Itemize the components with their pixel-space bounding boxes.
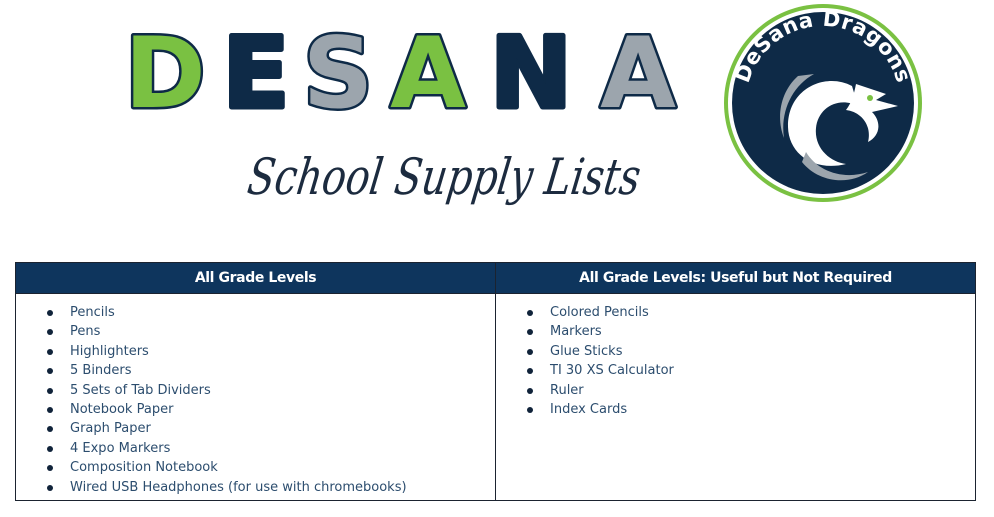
required-supplies-cell: [16, 294, 496, 501]
optional-supplies-cell: [496, 294, 976, 501]
school-supply-lists-script: [232, 122, 751, 232]
bullet-icon: [527, 407, 533, 413]
column-header-optional: All Grade Levels: Useful but Not Required: [496, 263, 976, 294]
page-header: [0, 0, 994, 250]
bullet-icon: [47, 368, 53, 374]
column-header-required: All Grade Levels: [16, 263, 496, 294]
list-item-label: Ruler: [550, 382, 584, 398]
list-item: [496, 381, 975, 400]
list-item: [16, 342, 495, 361]
bullet-icon: [47, 465, 53, 471]
bullet-icon: [47, 329, 53, 335]
bullet-icon: [527, 368, 533, 374]
bullet-icon: [527, 388, 533, 394]
desana-dragons-logo: [722, 2, 924, 204]
desana-wordmark: [124, 14, 688, 131]
list-item: [16, 361, 495, 380]
bullet-icon: [47, 446, 53, 452]
list-item: [16, 322, 495, 341]
list-item-label: Pencils: [70, 305, 115, 320]
list-item-label: TI 30 XS Calculator: [550, 363, 674, 379]
optional-supplies-list: [496, 294, 975, 419]
wordmark-letter: D: [124, 17, 206, 131]
list-item-label: 5 Binders: [70, 363, 132, 379]
list-item-label: 5 Sets of Tab Dividers: [70, 382, 211, 398]
supply-table-header-row: [16, 263, 976, 294]
list-item: [496, 361, 975, 380]
list-item-label: Highlighters: [70, 343, 149, 359]
bullet-icon: [47, 310, 53, 316]
list-item: [16, 458, 495, 477]
bullet-icon: [527, 310, 533, 316]
list-item-label: Graph Paper: [70, 421, 151, 437]
bullet-icon: [47, 426, 53, 432]
list-item-label: Composition Notebook: [70, 460, 218, 476]
wordmark-letter: A: [390, 17, 466, 131]
bullet-icon: [527, 349, 533, 355]
bullet-icon: [527, 329, 533, 335]
list-item-label: Pens: [70, 324, 101, 340]
wordmark-letter: N: [489, 17, 573, 131]
supply-table: [15, 262, 976, 501]
list-item-label: 4 Expo Markers: [70, 440, 171, 456]
list-item-label: Colored Pencils: [550, 305, 649, 320]
bullet-icon: [47, 388, 53, 394]
logo-text: DeSana Dragons: [730, 6, 916, 86]
list-item: [16, 419, 495, 438]
list-item: [496, 322, 975, 341]
list-item: [496, 400, 975, 419]
bullet-icon: [47, 349, 53, 355]
list-item-label: Markers: [550, 324, 602, 340]
wordmark-letter: E: [222, 17, 290, 131]
list-item: [16, 400, 495, 419]
script-title: School Supply Lists: [244, 147, 751, 206]
list-item: [496, 342, 975, 361]
bullet-icon: [47, 407, 53, 413]
list-item: [16, 381, 495, 400]
required-supplies-list: [16, 294, 495, 497]
list-item-label: Wired USB Headphones (for use with chromebooks): [70, 479, 407, 495]
list-item-label: Index Cards: [550, 402, 628, 418]
list-item: [16, 478, 495, 497]
list-item-label: Notebook Paper: [70, 402, 174, 418]
supply-table-body-row: [16, 294, 976, 501]
list-item: [16, 439, 495, 458]
wordmark-letter: A: [600, 17, 676, 131]
bullet-icon: [47, 485, 53, 491]
list-item: [496, 303, 975, 322]
list-item-label: Glue Sticks: [550, 343, 623, 359]
wordmark-letter: S: [302, 17, 374, 131]
list-item: [16, 303, 495, 322]
